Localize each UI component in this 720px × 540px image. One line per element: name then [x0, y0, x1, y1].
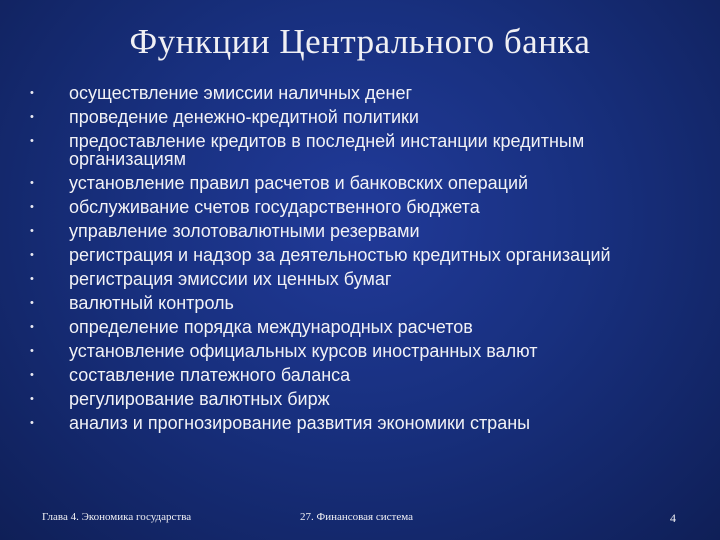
bullet-list: [0, 84, 720, 438]
bullet-icon: •: [30, 87, 34, 99]
list-item: [0, 366, 720, 384]
list-item-text: установление правил расчетов и банковских операций: [69, 173, 529, 193]
list-item: [0, 270, 720, 288]
list-item-text: регулирование валютных бирж: [69, 389, 330, 409]
list-item-text: анализ и прогнозирование развития экономики страны: [69, 413, 531, 433]
list-item: [0, 108, 720, 126]
list-item-text: регистрация и надзор за деятельностью кредитных организаций: [69, 245, 611, 265]
list-item-text: управление золотовалютными резервами: [69, 221, 420, 241]
list-item-text: валютный контроль: [69, 293, 234, 313]
bullet-icon: •: [30, 225, 34, 237]
list-item: [0, 132, 720, 168]
list-item: [0, 294, 720, 312]
list-item-text: определение порядка международных расчетов: [69, 317, 473, 337]
list-item: [0, 390, 720, 408]
bullet-icon: •: [30, 297, 34, 309]
list-item: [0, 222, 720, 240]
page-number: 4: [670, 511, 676, 525]
bullet-icon: •: [30, 345, 34, 357]
list-item: [0, 198, 720, 216]
list-item-text: обслуживание счетов государственного бюджета: [69, 197, 480, 217]
footer-section: 27. Финансовая система: [300, 511, 413, 523]
list-item-text: установление официальных курсов иностранных валют: [69, 341, 538, 361]
list-item: [0, 246, 720, 264]
slide-title: Функции Центрального банка: [129, 22, 591, 61]
footer-chapter: Глава 4. Экономика государства: [42, 511, 192, 523]
list-item-text: осуществление эмиссии наличных денег: [69, 83, 413, 103]
bullet-icon: •: [30, 321, 34, 333]
bullet-icon: •: [30, 393, 34, 405]
bullet-icon: •: [30, 273, 34, 285]
list-item: [0, 342, 720, 360]
bullet-icon: •: [30, 135, 34, 147]
bullet-icon: •: [30, 249, 34, 261]
list-item-text: составление платежного баланса: [69, 365, 351, 385]
bullet-icon: •: [30, 177, 34, 189]
bullet-icon: •: [30, 201, 34, 213]
list-item: [0, 174, 720, 192]
bullet-icon: •: [30, 417, 34, 429]
list-item: [0, 84, 720, 102]
bullet-icon: •: [30, 111, 34, 123]
list-item-text: предоставление кредитов в последней инстанции кредитным организациям: [69, 131, 585, 169]
list-item: [0, 414, 720, 432]
list-item: [0, 318, 720, 336]
list-item-text: регистрация эмиссии их ценных бумаг: [69, 269, 392, 289]
list-item-text: проведение денежно-кредитной политики: [69, 107, 419, 127]
bullet-icon: •: [30, 369, 34, 381]
